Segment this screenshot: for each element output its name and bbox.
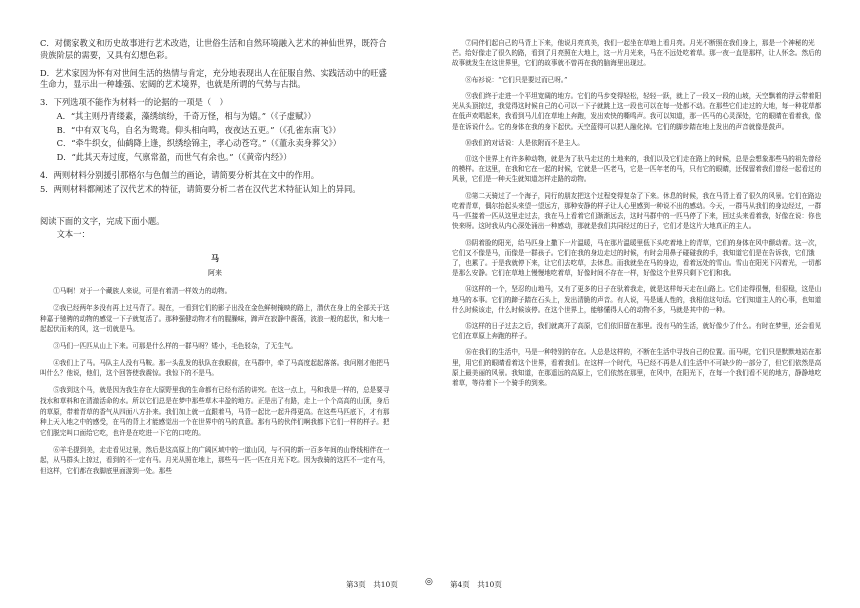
- story-body-left: [40, 286, 390, 476]
- story-paragraph: ⑯在我们的生活中，马是一种特别的存在。人总是这样的，不断在生活中寻找自己的位置。而马呢，它们只是默默地站在那里，用它们的眼睛看着这个世界，看着我们。在这样一个时代，马已经不再是人们生活中不可缺少的一部分了，但它们依然是高原上最美丽的风景。我知道，在那遥远的高原上，它们依然在那里，在风中，在阳光下，在每一个我们看不见的地方，静静地吃着草，等待着下一个骑手的到来。: [452, 348, 822, 388]
- story-paragraph: ③马们一匹匹从山上下来。可那是什么样的一群马呀？矮小，毛色驳杂，了无生气。: [53, 342, 298, 351]
- question-3-option-c: C．“牵牛织女，仙鹤降上逢，织绣绘锦主，孝心动苍穹。”（《董永卖身葬父》）: [56, 138, 342, 149]
- center-mark-icon: ◎: [425, 577, 433, 587]
- page-number-right: 第4页 共10页: [450, 580, 502, 589]
- story-paragraph: ⑭这样的一个，坚忍的山地马，又有了更多的日子在驮着我走，就是这样每天走在山路上。它们走得很慢，但很稳，这是山地马的本事。它们的蹄子踏在石头上，发出清脆的声音。有人说，马是通人性的，我相信这句话。它们知道主人的心事，也知道什么时候该走，什么时候该停。在这个世界上，能够懂得人心的动物不多，马就是其中的一种。: [452, 285, 822, 314]
- question-4: 4．两则材料分别援引那格尔与色伽兰的画论，请简要分析其在文中的作用。: [40, 170, 320, 181]
- story-author: 阿来: [208, 268, 222, 277]
- story-paragraph: ⑥羊毛提到美，走走看见过景，然后是这高原上的广阔区域中的一道山冈，与不同的新一百多年间的山脊线相伴在一起，从马群头上掠过，看到的不一定有马。月光从照在地上，那些马一匹一匹在月光下吃。因为我骑的这匹不一定有马，但这样，它们都在我脚底里面游到一处。那些: [40, 445, 390, 475]
- option-d: D．艺术家因为怀有对世间生活的热情与肯定，充分地表现出人在征服自然、实践活动中的旺盛生命力，显示出一种雄强、宏阔的艺术境界，也就是所谓的气势与古拙。: [40, 67, 387, 90]
- text-label: 文本一：: [56, 229, 90, 240]
- reading-intro: 阅读下面的文字，完成下面小题。: [40, 215, 165, 226]
- story-paragraph: ④我们上了马。马队主人没有马鞍。那一头乱发的驮队在我眼前，在马群中，牵了马高度起起落落。我问刚才他把马叫什么？他说，他们，这个回答使我震惊。我惊下的不是马。: [40, 358, 390, 378]
- story-title: 马: [211, 253, 219, 264]
- story-paragraph: ⑤我到这个马，就是因为我生存在大原野里我的生命都有已经有活的讲究。在这一点上，马和我是一样的，总是要寻找水和草料和在清澈活命的水。所以它们总是在梦中那些草木丰盈的地方。正是出了有路，走上一个个高高的山顶，身后的草原，带着青草的香气从四面八方扑来。我们加上就一直跟着马，马背一起比一起升得更高。在这些马匹底下，才有那种上天入地之中的感受，在马的背上才能感觉出一个在世界中的马的真意。那有马的伙伴们啊我都下它们一样的样子。把它们脱完叫口面给它吃，也许是在吃进一下它的口吃的。: [40, 386, 390, 437]
- page-number-left: 第3页 共10页: [346, 580, 398, 589]
- left-column: [40, 38, 390, 483]
- question-3-option-d: D．“此其天寿过度，气禀常盈，而世气有余也。”（《黄帝内经》）: [56, 152, 292, 163]
- right-column: [452, 38, 826, 394]
- story-paragraph: ⑧布衫说：“它们只是要过而已呀。”: [465, 75, 568, 84]
- story-paragraph: ①马啊！对于一个藏族人来说，可是有着清一样效力的动物。: [53, 287, 232, 296]
- story-paragraph: ⑦同伴们起自己的马背上下来，他说月亮真美，我们一起坐在草地上看月亮。月光不断照在我们身上，那是一个神秘的光芒。给好像走了很久的路，看到了月亮照在大地上，这一片月光来，马在不远处吃着草。那一夜一直是那样，让人怀念。然后的故事就发生在这世界里，它们的故事就不曾再在我的脑海里出现过。: [452, 39, 822, 68]
- question-3-option-b: B．“中有双飞鸟，自名为鸳鸯。仰头相向鸣，夜夜达五更。”（《孔雀东南飞》）: [56, 124, 341, 135]
- question-5: 5．两则材料都阐述了汉代艺术的特征，请简要分析二者在汉代艺术特征认知上的异同。: [40, 183, 361, 194]
- story-paragraph: ⑩我们的对话说：人是依附而不是主人。: [465, 138, 584, 147]
- question-3: 3．下列选项不能作为材料一的论据的一项是（ ）: [40, 97, 228, 108]
- story-paragraph: ⑮这样的日子过去之后，我们就离开了高原，它们依旧留在那里。没有马的生活，就好像少了什么。有时在梦里，还会看见它们在草原上奔跑的样子。: [452, 322, 822, 341]
- story-paragraph: ⑨我们终于走进一个平坦宽阔的地方。它们的马步变得轻松，轻轻一跃，就上了一段又一段的山坡，天空飘着的浮云带着阳光从头顶掠过，我觉得这时候自己的心可以一下子就跳上这一段也可以在每一处都不动。在那些它们走过的大地，每一种花草都在低声欢唱起来，我看到马儿们在草地上奔跑，发出欢快的嘶鸣声。我可以知道，那一匹马的心灵深处，它的眼睛在看着我，像是在诉说什么。它的身体在我的身下起伏。天空蓝得可以把人融化掉。它们的脚步踏在地上发出的声音就像是鼓声。: [452, 91, 822, 131]
- story-paragraph: ②我已经两年多没有再上过马背了。现在，一看到它们的影子出没在金色鲜树掩映的路上，潜伏在身上的全部关于这种嘉于驰骋的动物的感觉一下子就复活了。那种强健动物才有的腥臊味，蹄声在寂静中震荡，波浪一般的起伏，和大地一起起伏而来的风，这一切就是马。: [40, 304, 390, 334]
- question-3-option-a: A．“其主则丹青缕素，藻绣缤纷，千奇万怪，相与为嬉。”（《子虚赋》）: [56, 110, 316, 121]
- story-paragraph: ⑫第二天骑过了一个海子，同行的朋友把这个过程变得复杂了下来。休息的时候，我在马背上看了很久的风景。它们在路边吃着青草，偶尔抬起头来望一望远方，那种安静的样子让人心里感到一种说不出的感动。今天，一群马从我们的身边经过，一群马一匹接着一匹从这里走过去，我在马上看着它们渐渐远去，这时马群中的一匹马停了下来，回过头来看着我，好像在说：你也快来呀。这时我从内心深处涌出一种感动，那就是我们共同经过的日子，它们才是这片大地真正的主人。: [452, 191, 822, 231]
- option-c: C．对儒家教义和历史故事进行艺术改造，让世俗生活和自然环境融入艺术的神仙世界，既符合贵族阶层的需要，又具有幻想色彩。: [40, 38, 387, 60]
- story-paragraph: ⑪这个世界上有许多种动物，就是为了驮马走过的土地来的，我们以及它们走在路上的时候，总是会想象那些马的祖先曾经的模样。在这里，在我和它在一起的时候，它就是一匹老马，它是一匹年老的马，只有它的眼睛，还保留着我们曾经一起看过的风景，它们是一种天生就知道怎样走路的动物。: [452, 154, 822, 184]
- story-paragraph: ⑬阴着脸的阳光，给马匹身上撒下一片温暖，马在那片温暖里低下头吃着地上的青草，它们的身体在风中颤动着。这一次，它们又不像是马，而像是一群孩子。它们在我的身边走过的时候，有时会用鼻子碰碰我的手，我知道它们是在告诉我，它们饿了，也累了。于是我就停下来，让它们去吃草，去休息。而我就坐在马的身边，看着远处的雪山。雪山在阳光下闪着光，一切都是那么安静。它们在草地上慢慢地吃着草，好像时间不存在一样，好像这个世界只剩下它们和我。: [452, 238, 822, 278]
